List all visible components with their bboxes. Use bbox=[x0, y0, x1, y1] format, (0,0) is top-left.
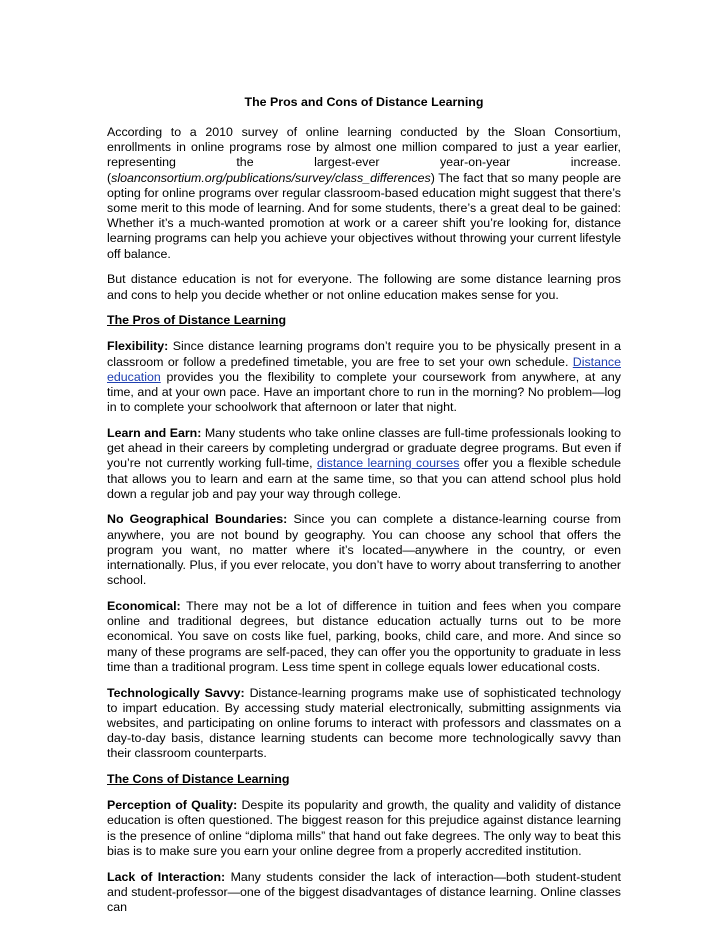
distance-learning-courses-link[interactable]: distance learning courses bbox=[316, 456, 460, 471]
intro-text-continued: ) The fact that so many people are opting for online programs over regular classroom-based education might suggest that there’s some merit to this mode of learning. And for some students, there’s a great deal to be gained: Whether it’s a much-wanted promotion at work or a career shift you’re looking for, distance learning programs can help you achieve your objectives without throwing your current lifestyle off balance. bbox=[107, 170, 621, 261]
no-boundaries-lead: No Geographical Boundaries: bbox=[107, 512, 288, 527]
economical-lead: Economical: bbox=[107, 598, 181, 613]
tech-savvy-paragraph bbox=[107, 686, 621, 762]
tech-savvy-text: Distance-learning programs make use of sophisticated technology to impart education. By accessing study material electronically, submitting assignments via websites, and participating on online forums to interact with professors and classmates on a day-to-day basis, distance learning students can become more technologically savvy than their classroom counterparts. bbox=[107, 685, 621, 761]
survey-reference: sloanconsortium.org/publications/survey/class_differences bbox=[111, 170, 431, 185]
economical-paragraph bbox=[107, 599, 621, 675]
no-boundaries-text: Since you can complete a distance-learning course from anywhere, you are not bound by geography. You can choose any school that offers the program you want, no matter where it’s located—anywhere in the country, or even internationally. Plus, if you ever relocate, you don’t have to worry about transferring to another school. bbox=[107, 512, 622, 588]
intro-paragraph-1 bbox=[107, 125, 621, 262]
intro-text: According to a 2010 survey of online learning conducted by the Sloan Consortium, enrollments in online programs rose by almost one million compared to just a year earlier, representing the largest-ever year-on-year increase. ( bbox=[107, 125, 621, 185]
flexibility-lead: Flexibility: bbox=[107, 339, 169, 354]
interaction-paragraph bbox=[107, 870, 621, 916]
flexibility-text-continued: provides you the flexibility to complete your coursework from anywhere, at any time, and at your own pace. Have an important chore to run in the morning? No problem—log in to complete your schoolwork that afternoon or later that night. bbox=[107, 369, 621, 415]
pros-heading: The Pros of Distance Learning bbox=[107, 313, 287, 328]
learn-earn-paragraph bbox=[107, 426, 621, 502]
perception-text: Despite its popularity and growth, the quality and validity of distance education is often questioned. The biggest reason for this prejudice against distance learning is the presence of online “diploma mills” that hand out fake degrees. The only way to beat this bias is to make sure you earn your online degree from a properly accredited institution. bbox=[107, 798, 621, 858]
interaction-lead: Lack of Interaction: bbox=[107, 869, 226, 884]
tech-savvy-lead: Technologically Savvy: bbox=[107, 685, 245, 700]
flexibility-paragraph bbox=[107, 339, 621, 415]
economical-text: There may not be a lot of difference in tuition and fees when you compare online and traditional degrees, but distance education actually turns out to be more economical. You save on costs like fuel, parking, books, child care, and more. And since so many of these programs are self-paced, they can offer you the opportunity to graduate in less time than a traditional program. Less time spent in college equals lower educational costs. bbox=[107, 598, 621, 674]
learn-earn-lead: Learn and Earn: bbox=[107, 425, 202, 440]
perception-paragraph bbox=[107, 798, 621, 859]
interaction-text: Many students consider the lack of interaction—both student-student and student-professor—one of the biggest disadvantages of distance learning. Online classes can bbox=[107, 869, 621, 914]
learn-earn-text: Many students who take online classes are full-time professionals looking to get ahead in their careers by completing undergrad or graduate degree programs. But even if you’re not currently working full-time, bbox=[107, 425, 622, 471]
intro-paragraph-2: But distance education is not for everyone. The following are some distance learning pros and cons to help you decide whether or not online education makes sense for you. bbox=[107, 272, 621, 302]
perception-lead: Perception of Quality: bbox=[107, 798, 238, 813]
distance-education-link[interactable]: Distance education bbox=[107, 354, 621, 384]
no-boundaries-paragraph bbox=[107, 512, 621, 588]
flexibility-text: Since distance learning programs don’t require you to be physically present in a classroom or follow a predefined timetable, you are free to set your own schedule. bbox=[107, 339, 621, 369]
cons-heading: The Cons of Distance Learning bbox=[107, 772, 290, 787]
document-title: The Pros and Cons of Distance Learning bbox=[244, 95, 484, 109]
learn-earn-text-continued: offer you a flexible schedule that allows you to learn and earn at the same time, so that you can attend school plus hold down a regular job and pay your way through college. bbox=[107, 456, 621, 501]
